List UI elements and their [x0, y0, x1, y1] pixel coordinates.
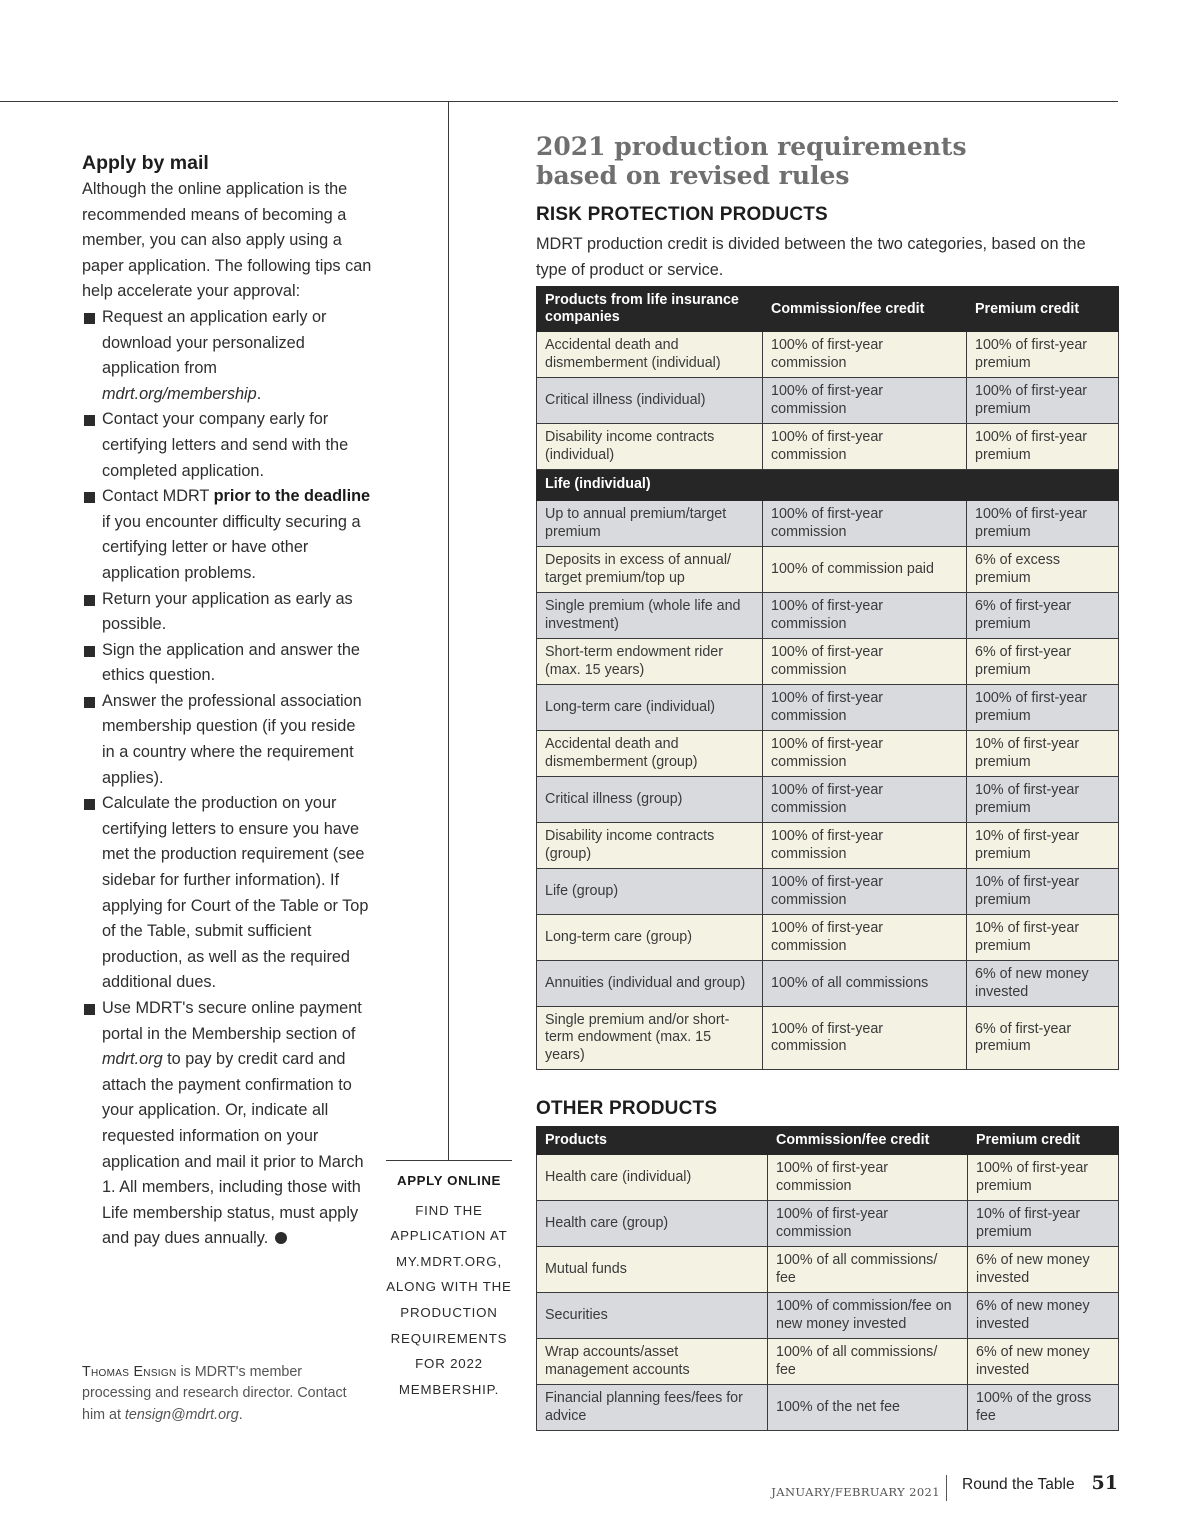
other-products-table — [536, 1126, 1119, 1431]
page-number: 51 — [1091, 1472, 1118, 1494]
table-row — [537, 1201, 1119, 1247]
list-item — [82, 484, 372, 586]
end-mark-icon — [275, 1232, 287, 1244]
page-footer — [0, 1472, 1118, 1502]
cell-product: Health care (group) — [537, 1201, 768, 1247]
page-title-line-2: based on revised rules — [536, 161, 850, 190]
risk-products-intro: MDRT production credit is divided between the two categories, based on the type of product or service. — [536, 235, 1086, 279]
cell-commission: 100% of first-year commission — [763, 777, 967, 823]
list-item — [82, 407, 372, 484]
tip-text: Request an application early or download your personalized application from — [102, 307, 327, 378]
cell-product: Wrap accounts/asset management accounts — [537, 1339, 768, 1385]
column-header: Premium credit — [968, 1127, 1119, 1155]
column-header: Products — [537, 1127, 768, 1155]
apply-online-heading: APPLY ONLINE — [397, 1173, 501, 1188]
cell-commission: 100% of first-year commission — [763, 915, 967, 961]
footer-separator — [946, 1475, 947, 1501]
cell-product: Disability income contracts (group) — [537, 823, 763, 869]
tip-text: Use MDRT's secure online payment portal in the Membership section of — [102, 999, 362, 1043]
author-bio-end: . — [238, 1406, 243, 1423]
table-row — [537, 424, 1119, 470]
list-item — [82, 305, 372, 407]
author-bio-text: is MDRT's member processing and research director. Contact him at — [82, 1364, 347, 1423]
cell-product: Single premium (whole life and investment) — [537, 593, 763, 639]
table-row — [537, 1385, 1119, 1431]
cell-commission: 100% of all commissions/ fee — [768, 1247, 968, 1293]
cell-commission: 100% of first-year commission — [763, 332, 967, 378]
column-header: Commission/fee credit — [763, 287, 967, 332]
square-bullet-icon — [84, 799, 95, 810]
table-row — [537, 639, 1119, 685]
table-row — [537, 1007, 1119, 1070]
cell-premium: 6% of excess premium — [967, 547, 1119, 593]
table-header-row — [537, 1127, 1119, 1155]
cell-premium: 10% of first-year premium — [967, 777, 1119, 823]
tip-text: Return your application as early as possible. — [102, 589, 353, 634]
table-row — [537, 961, 1119, 1007]
table-subheader-row — [537, 470, 1119, 501]
cell-premium: 6% of new money invested — [967, 961, 1119, 1007]
cell-product: Disability income contracts (individual) — [537, 424, 763, 470]
cell-commission: 100% of first-year commission — [763, 424, 967, 470]
cell-premium: 6% of new money invested — [968, 1293, 1119, 1339]
table-row — [537, 731, 1119, 777]
square-bullet-icon — [84, 415, 95, 426]
apply-by-mail-heading: Apply by mail — [82, 152, 209, 174]
tip-link-text[interactable]: mdrt.org/membership — [102, 384, 257, 403]
cell-product: Securities — [537, 1293, 768, 1339]
table-row — [537, 1247, 1119, 1293]
cell-premium: 6% of first-year premium — [967, 593, 1119, 639]
apply-online-box — [386, 1168, 512, 1402]
risk-products-heading: RISK PROTECTION PRODUCTS — [536, 204, 828, 225]
tips-list — [82, 305, 372, 1252]
other-products-heading: OTHER PRODUCTS — [536, 1098, 718, 1120]
tip-bold-text: prior to the deadline — [213, 487, 371, 506]
cell-commission: 100% of first-year commission — [763, 378, 967, 424]
square-bullet-icon — [84, 595, 95, 606]
cell-premium: 6% of new money invested — [968, 1247, 1119, 1293]
column-header: Commission/fee credit — [768, 1127, 968, 1155]
list-item — [82, 996, 372, 1252]
table-row — [537, 685, 1119, 731]
list-item — [82, 791, 372, 996]
cell-commission: 100% of commission paid — [763, 547, 967, 593]
cell-product: Single premium and/or short-term endowment (max. 15 years) — [537, 1007, 763, 1070]
cell-product: Mutual funds — [537, 1247, 768, 1293]
tip-text-end: to pay by credit card and attach the payment confirmation to your application. Or, indicate all requested information on your application and mail it prior to March 1. All members, including those with Life membership status, must apply and pay dues annually. — [102, 1050, 364, 1248]
author-name: Thomas Ensign — [82, 1364, 177, 1380]
cell-product: Accidental death and dismemberment (group) — [537, 731, 763, 777]
risk-products-table — [536, 286, 1119, 1070]
table-row — [537, 501, 1119, 547]
table-row — [537, 915, 1119, 961]
cell-commission: 100% of all commissions/ fee — [768, 1339, 968, 1385]
cell-commission: 100% of first-year commission — [763, 685, 967, 731]
table-row — [537, 823, 1119, 869]
author-email-link[interactable]: tensign@mdrt.org — [124, 1406, 239, 1423]
cell-commission: 100% of first-year commission — [763, 869, 967, 915]
cell-premium: 100% of the gross fee — [968, 1385, 1119, 1431]
cell-premium: 10% of first-year premium — [967, 869, 1119, 915]
table-row — [537, 378, 1119, 424]
cell-premium: 10% of first-year premium — [968, 1201, 1119, 1247]
square-bullet-icon — [84, 313, 95, 324]
table-row — [537, 593, 1119, 639]
tip-text: Answer the professional association membership question (if you reside in a country where the requirement applies). — [102, 691, 362, 787]
cell-product: Critical illness (group) — [537, 777, 763, 823]
cell-product: Long-term care (group) — [537, 915, 763, 961]
page-title-line-1: 2021 production requirements — [536, 132, 967, 161]
column-header: Premium credit — [967, 287, 1119, 332]
tip-text: Sign the application and answer the ethics question. — [102, 640, 360, 685]
cell-premium: 100% of first-year premium — [967, 424, 1119, 470]
tip-text: Contact your company early for certifying letters and send with the completed application. — [102, 410, 349, 480]
apply-by-mail-section — [82, 152, 372, 1252]
cell-commission: 100% of first-year commission — [763, 639, 967, 685]
cell-product: Accidental death and dismemberment (individual) — [537, 332, 763, 378]
cell-commission: 100% of all commissions — [763, 961, 967, 1007]
cell-commission: 100% of first-year commission — [763, 823, 967, 869]
cell-premium: 10% of first-year premium — [967, 915, 1119, 961]
cell-product: Up to annual premium/target premium — [537, 501, 763, 547]
cell-product: Life (group) — [537, 869, 763, 915]
cell-product: Deposits in excess of annual/ target premium/top up — [537, 547, 763, 593]
column-divider — [448, 101, 449, 1160]
apply-by-mail-intro: Although the online application is the recommended means of becoming a member, you can also apply using a paper application. The following tips can help accelerate your approval: — [82, 180, 372, 301]
page-title — [536, 132, 1118, 190]
subheader-label: Life (individual) — [537, 470, 1119, 501]
list-item — [82, 689, 372, 791]
tip-text: Calculate the production on your certifying letters to ensure you have met the production requirement (see sidebar for further information). If applying for Court of the Table or Top of the Table, submit sufficient production, as well as the required additional dues. — [102, 794, 369, 992]
square-bullet-icon — [84, 1004, 95, 1015]
top-rule — [0, 101, 1118, 102]
cell-premium: 100% of first-year premium — [967, 332, 1119, 378]
apply-online-text: FIND THE APPLICATION AT MY.MDRT.ORG, ALONG WITH THE PRODUCTION REQUIREMENTS FOR 2022 MEMBERSHIP. — [386, 1202, 512, 1397]
square-bullet-icon — [84, 492, 95, 503]
cell-commission: 100% of first-year commission — [768, 1155, 968, 1201]
publication-name: Round the Table — [962, 1476, 1075, 1493]
cell-commission: 100% of first-year commission — [763, 1007, 967, 1070]
table-row — [537, 1155, 1119, 1201]
cell-commission: 100% of the net fee — [768, 1385, 968, 1431]
author-bio — [82, 1362, 372, 1426]
cell-commission: 100% of first-year commission — [763, 501, 967, 547]
table-row — [537, 332, 1119, 378]
cell-product: Long-term care (individual) — [537, 685, 763, 731]
table-row — [537, 1339, 1119, 1385]
table-row — [537, 869, 1119, 915]
cell-product: Annuities (individual and group) — [537, 961, 763, 1007]
square-bullet-icon — [84, 646, 95, 657]
cell-product: Financial planning fees/fees for advice — [537, 1385, 768, 1431]
column-header: Products from life insurance companies — [537, 287, 763, 332]
list-item — [82, 638, 372, 689]
production-requirements-section — [536, 132, 1118, 1431]
square-bullet-icon — [84, 697, 95, 708]
tip-text-end: if you encounter difficulty securing a certifying letter or have other application problems. — [102, 512, 361, 582]
cell-premium: 100% of first-year premium — [967, 685, 1119, 731]
tip-text: Contact MDRT — [102, 487, 214, 506]
cell-premium: 10% of first-year premium — [967, 731, 1119, 777]
table-row — [537, 547, 1119, 593]
cell-premium: 6% of new money invested — [968, 1339, 1119, 1385]
tip-link-text[interactable]: mdrt.org — [102, 1050, 163, 1069]
table-row — [537, 777, 1119, 823]
cell-commission: 100% of commission/fee on new money invested — [768, 1293, 968, 1339]
cell-premium: 6% of first-year premium — [967, 639, 1119, 685]
cell-product: Short-term endowment rider (max. 15 years) — [537, 639, 763, 685]
cell-premium: 100% of first-year premium — [967, 501, 1119, 547]
list-item — [82, 587, 372, 638]
table-row — [537, 1293, 1119, 1339]
cell-commission: 100% of first-year commission — [768, 1201, 968, 1247]
cell-premium: 6% of first-year premium — [967, 1007, 1119, 1070]
cell-premium: 100% of first-year premium — [968, 1155, 1119, 1201]
cell-product: Health care (individual) — [537, 1155, 768, 1201]
tip-text-end: . — [256, 384, 262, 403]
cell-commission: 100% of first-year commission — [763, 731, 967, 777]
cell-product: Critical illness (individual) — [537, 378, 763, 424]
cell-premium: 100% of first-year premium — [967, 378, 1119, 424]
cell-premium: 10% of first-year premium — [967, 823, 1119, 869]
cell-commission: 100% of first-year commission — [763, 593, 967, 639]
table-header-row — [537, 287, 1119, 332]
apply-online-rule — [386, 1160, 512, 1161]
issue-date: JANUARY/FEBRUARY 2021 — [771, 1485, 940, 1499]
